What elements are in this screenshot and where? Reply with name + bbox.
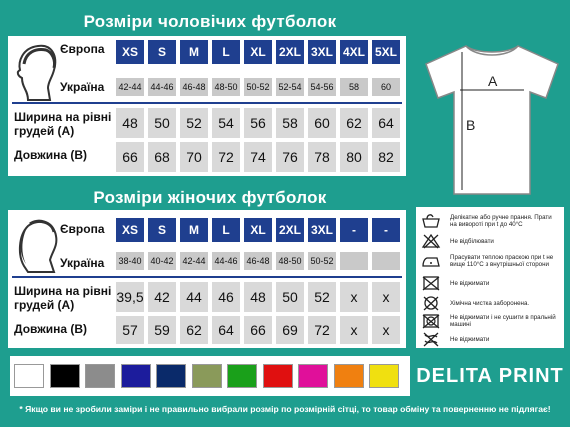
color-swatch[interactable] [14, 364, 44, 388]
men-size-panel [8, 36, 406, 176]
men-width-cell: 64 [372, 108, 400, 138]
care-text: Делікатне або ручне прання. Прати на вивороті при t до 40°С [450, 214, 552, 228]
tshirt-diagram-icon [418, 40, 566, 200]
women-width-cell: x [340, 282, 368, 312]
men-width-cell: 58 [276, 108, 304, 138]
men-width-cell: 62 [340, 108, 368, 138]
women-length-cell: 59 [148, 316, 176, 344]
care-instructions-panel [416, 207, 564, 348]
men-length-cell: 76 [276, 142, 304, 172]
footer-note: * Якщо ви не зробили заміри і не правильно вибрали розмір по розмірній сітці, то товар обміну та поверненню не підлягає! [19, 404, 551, 414]
women-eu-cell: S [148, 218, 176, 242]
women-ukraine-label: Україна [60, 256, 105, 270]
women-length-cell: 69 [276, 316, 304, 344]
women-length-row [116, 316, 404, 344]
women-length-cell: x [340, 316, 368, 344]
men-width-label-1: Ширина на рівні [14, 110, 112, 124]
shirt-label-b: B [466, 117, 476, 133]
care-text: Хімічна чистка заборонена. [450, 299, 530, 307]
women-size-grid [8, 210, 406, 348]
women-width-label-1: Ширина на рівні [14, 284, 112, 298]
men-width-cell: 56 [244, 108, 272, 138]
men-width-cell: 48 [116, 108, 144, 138]
shirt-label-a: A [488, 73, 498, 89]
color-swatch[interactable] [85, 364, 115, 388]
men-eu-cell: S [148, 40, 176, 64]
women-europe-label: Європа [60, 222, 105, 236]
men-ua-cell: 46-48 [180, 78, 208, 96]
no-dryclean-icon [420, 275, 442, 291]
women-width-cell: 46 [212, 282, 240, 312]
women-length-cell: x [372, 316, 400, 344]
care-text: Не віджимати [450, 279, 490, 287]
color-swatch[interactable] [369, 364, 399, 388]
color-swatch[interactable] [298, 364, 328, 388]
women-ua-cell: 46-48 [244, 252, 272, 270]
men-length-cell: 82 [372, 142, 400, 172]
men-eu-cell: 4XL [340, 40, 368, 64]
iron-icon [420, 253, 442, 269]
women-divider [12, 276, 402, 278]
men-eu-cell: L [212, 40, 240, 64]
women-length-label: Довжина (В) [14, 322, 88, 336]
women-width-cell: 44 [180, 282, 208, 312]
men-ua-cell: 48-50 [212, 78, 240, 96]
men-eu-cell: XS [116, 40, 144, 64]
color-swatch[interactable] [334, 364, 364, 388]
care-row [420, 295, 558, 311]
women-ua-cell: 44-46 [212, 252, 240, 270]
women-eu-cell: XL [244, 218, 272, 242]
care-text: Не віджимати і не сушити в пральній машині [450, 314, 556, 328]
care-row [420, 275, 558, 291]
color-swatch[interactable] [192, 364, 222, 388]
women-eu-cell: - [372, 218, 400, 242]
men-width-row [116, 108, 404, 138]
no-tumble-icon [420, 313, 442, 329]
men-ua-cell: 52-54 [276, 78, 304, 96]
women-eu-cell: M [180, 218, 208, 242]
no-wring-icon [420, 331, 442, 347]
men-length-cell: 80 [340, 142, 368, 172]
men-width-cell: 60 [308, 108, 336, 138]
women-size-panel [8, 210, 406, 348]
color-swatch[interactable] [121, 364, 151, 388]
care-row [420, 331, 558, 347]
men-eu-cell: M [180, 40, 208, 64]
hand-wash-icon [420, 213, 442, 229]
men-ua-cell: 44-46 [148, 78, 176, 96]
men-divider [12, 102, 402, 104]
men-ua-cell: 54-56 [308, 78, 336, 96]
men-length-label: Довжина (В) [14, 148, 88, 162]
men-ua-cell: 42-44 [116, 78, 144, 96]
men-eu-row [116, 40, 404, 64]
men-eu-cell: XL [244, 40, 272, 64]
color-swatches [10, 356, 410, 396]
men-eu-cell: 5XL [372, 40, 400, 64]
men-length-cell: 74 [244, 142, 272, 172]
women-width-cell: x [372, 282, 400, 312]
men-width-cell: 50 [148, 108, 176, 138]
color-swatch[interactable] [156, 364, 186, 388]
no-chemical-icon [420, 295, 442, 311]
men-length-cell: 70 [180, 142, 208, 172]
men-width-cell: 54 [212, 108, 240, 138]
men-width-cell: 52 [180, 108, 208, 138]
men-ukraine-label: Україна [60, 80, 105, 94]
men-ua-cell: 58 [340, 78, 368, 96]
women-eu-cell: L [212, 218, 240, 242]
women-eu-cell: XS [116, 218, 144, 242]
care-text: Не віджимати [450, 335, 490, 343]
women-ua-cell: 42-44 [180, 252, 208, 270]
men-length-cell: 66 [116, 142, 144, 172]
no-bleach-icon [420, 233, 442, 249]
women-ua-cell [340, 252, 368, 270]
care-row [420, 313, 558, 329]
care-row [420, 253, 558, 269]
women-eu-row [116, 218, 404, 242]
women-ua-cell: 38-40 [116, 252, 144, 270]
women-eu-cell: 2XL [276, 218, 304, 242]
color-swatch[interactable] [50, 364, 80, 388]
women-length-cell: 66 [244, 316, 272, 344]
women-length-cell: 62 [180, 316, 208, 344]
men-width-label-2: грудей (А) [14, 124, 75, 138]
women-length-cell: 64 [212, 316, 240, 344]
men-length-cell: 68 [148, 142, 176, 172]
men-ua-row [116, 78, 404, 96]
women-eu-cell: 3XL [308, 218, 336, 242]
women-ua-cell: 48-50 [276, 252, 304, 270]
women-length-cell: 72 [308, 316, 336, 344]
women-ua-cell [372, 252, 400, 270]
women-ua-row [116, 252, 404, 270]
women-width-label-2: грудей (А) [14, 298, 75, 312]
men-title: Розміри чоловічих футболок [83, 12, 337, 31]
color-swatch[interactable] [227, 364, 257, 388]
women-width-row [116, 282, 404, 312]
men-europe-label: Європа [60, 42, 105, 56]
color-swatch[interactable] [263, 364, 293, 388]
women-width-cell: 39,5 [116, 282, 144, 312]
care-row [420, 213, 558, 229]
care-row [420, 233, 558, 249]
men-eu-cell: 3XL [308, 40, 336, 64]
women-ua-cell: 40-42 [148, 252, 176, 270]
women-length-cell: 57 [116, 316, 144, 344]
men-length-cell: 78 [308, 142, 336, 172]
delita-print-logo: DELITA PRINT [416, 356, 564, 396]
women-eu-cell: - [340, 218, 368, 242]
women-title: Розміри жіночих футболок [93, 188, 327, 207]
women-width-cell: 48 [244, 282, 272, 312]
men-length-cell: 72 [212, 142, 240, 172]
women-ua-cell: 50-52 [308, 252, 336, 270]
men-ua-cell: 60 [372, 78, 400, 96]
men-size-grid [8, 36, 406, 176]
men-length-row [116, 142, 404, 172]
men-eu-cell: 2XL [276, 40, 304, 64]
care-text: Не відбілювати [450, 237, 494, 245]
women-width-cell: 52 [308, 282, 336, 312]
care-text: Прасувати теплою праскою при t не вище 110°С з внутрішньої сторони [450, 254, 554, 268]
women-width-cell: 42 [148, 282, 176, 312]
men-ua-cell: 50-52 [244, 78, 272, 96]
women-width-cell: 50 [276, 282, 304, 312]
